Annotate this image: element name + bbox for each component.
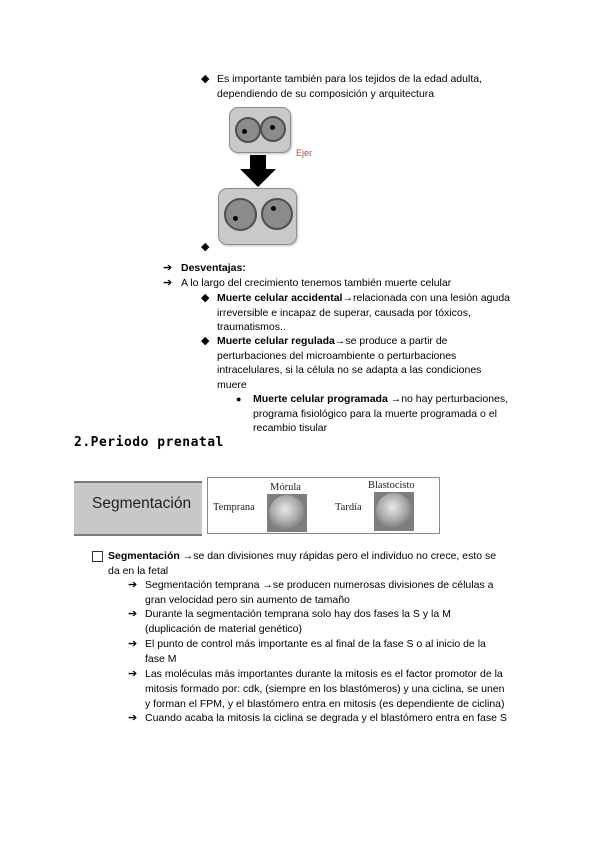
figure-label: Ejer [296,148,313,158]
list-item-line: Segmentación temprana →se producen numerosas divisiones de células a [145,579,494,591]
blastocisto-image [374,492,414,531]
nucleus [271,206,276,211]
text-line: intracelulares, si la célula no se adapta a las condiciones [217,364,482,376]
nucleus [233,216,238,221]
list-item-line: mitosis formado por: cdk, (siempre en los blastómeros) y una ciclina, se unen [145,683,505,695]
cell [261,198,293,230]
diamond-bullet-icon: ◆ [201,335,210,347]
diamond-bullet-icon: ◆ [201,73,210,85]
list-item-line: (duplicación de material genético) [145,623,303,635]
segmentacion-line: Segmentación →se dan divisiones muy rápidas pero el individuo no crece, esto se [108,550,497,562]
accidental-line: Muerte celular accidental→relacionada con una lesión aguda [217,292,511,304]
text-line: dependiendo de su composición y arquitectura [217,88,435,100]
down-arrow-icon [240,155,276,187]
cell-pair-image-bottom [218,188,297,245]
checkbox-icon[interactable] [92,551,103,562]
nucleus [270,125,275,130]
list-item-line: Las moléculas más importantes durante la mitosis es el factor promotor de la [145,668,503,680]
text-line: da en la fetal [108,565,169,577]
list-item-line: gran velocidad pero sin aumento de tamaño [145,594,350,606]
temprana-label: Temprana [213,502,255,513]
text-line: recambio tisular [253,422,328,434]
cell [224,198,257,231]
cell-pair-image-top [229,107,291,153]
cell [235,117,261,143]
segmentation-title-box [74,481,202,536]
arrow-bullet-icon: ➔ [163,277,173,289]
blastocisto-embryo [376,493,412,529]
list-item-line: fase M [145,653,177,665]
segmentation-title: Segmentación [92,495,192,512]
text-line: perturbaciones del microambiente o perturbaciones [217,350,457,362]
section-heading: 2.Periodo prenatal [74,435,224,450]
arrow-bullet-icon: ➔ [163,262,173,274]
morula-image [267,494,307,532]
arrow-bullet-icon: ➔ [128,712,138,724]
diamond-bullet-icon: ◆ [201,292,210,304]
list-item-line: Cuando acaba la mitosis la ciclina se degrada y el blastómero entra en fase S [145,712,507,724]
text-line: muere [217,379,247,391]
text-line: A lo largo del crecimiento tenemos también muerte celular [181,277,452,289]
list-item-line: Durante la segmentación temprana solo hay dos fases la S y la M [145,608,451,620]
desventajas-heading: Desventajas: [181,262,246,274]
nucleus [242,129,247,134]
blastocisto-label: Blastocisto [368,480,415,491]
segmentation-panel [207,477,440,534]
programada-line: Muerte celular programada →no hay perturbaciones, [253,393,509,405]
morula-embryo [269,495,305,531]
arrow-bullet-icon: ➔ [128,579,138,591]
dot-bullet-icon: ● [236,394,242,404]
text-line: irreversible e incapaz de superar, causada por tóxicos, [217,307,471,319]
cell [260,116,286,142]
text-line: Es importante también para los tejidos de la edad adulta, [217,73,482,85]
morula-label: Mórula [270,482,301,493]
text-line: traumatismos.. [217,321,286,333]
list-item-line: El punto de control más importante es al final de la fase S o al inicio de la [145,638,486,650]
diamond-bullet-icon: ◆ [201,241,210,253]
arrow-bullet-icon: ➔ [128,608,138,620]
list-item-line: y forman el FPM, y el blastómero entra en mitosis (es dependiente de ciclina) [145,698,505,710]
regulada-line: Muerte celular regulada→se produce a partir de [217,335,448,347]
text-line: programa fisiológico para la muerte programada o el [253,408,497,420]
arrow-bullet-icon: ➔ [128,638,138,650]
tardia-label: Tardía [335,502,362,513]
arrow-bullet-icon: ➔ [128,668,138,680]
